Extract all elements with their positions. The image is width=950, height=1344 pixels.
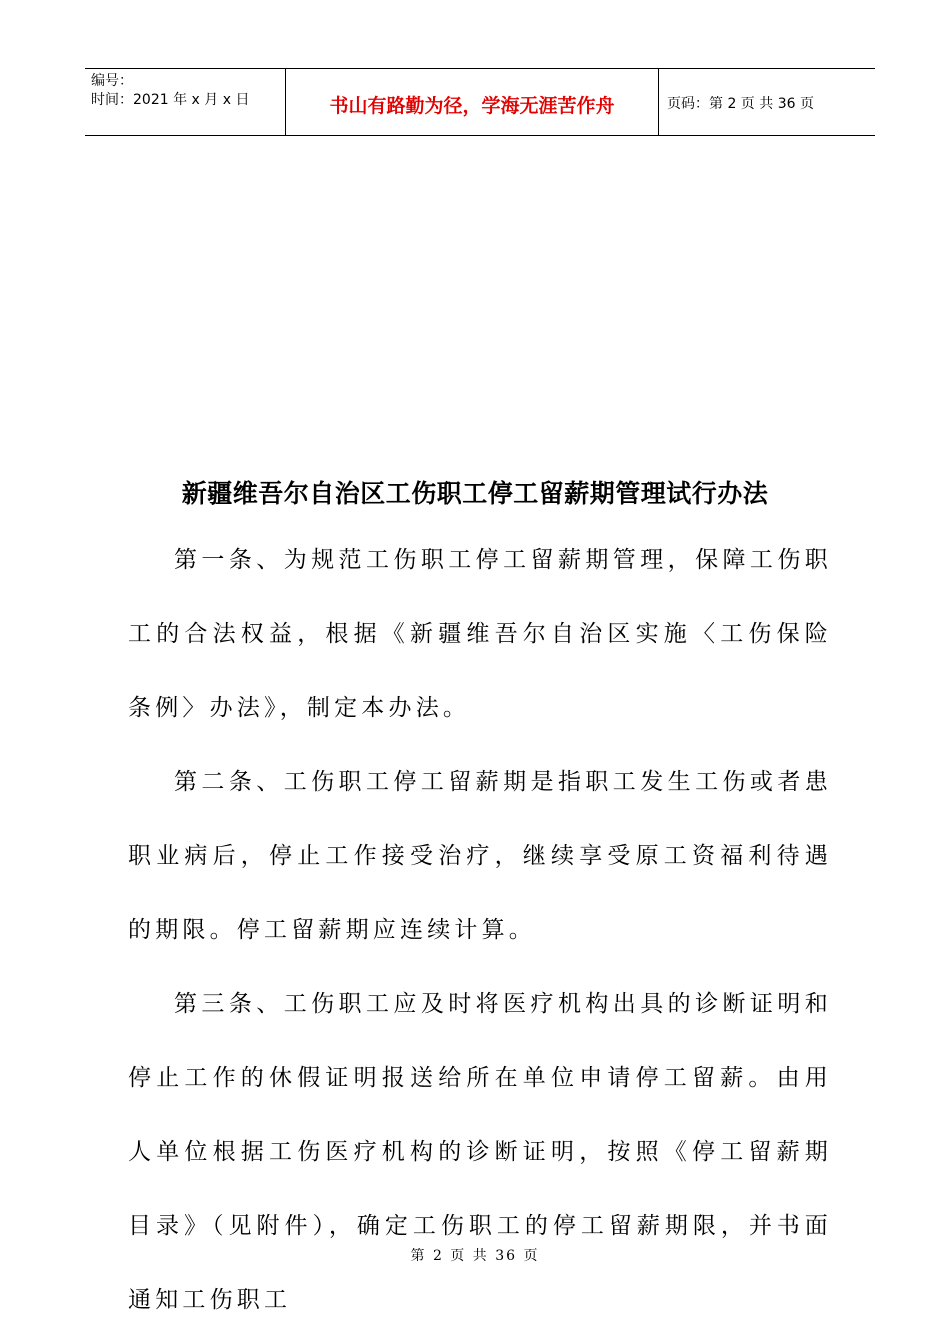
paragraph-article-2: 第二条、工伤职工停工留薪期是指职工发生工伤或者患职业病后，停止工作接受治疗，继续享受原工资福利待遇的期限。停工留薪期应连续计算。	[128, 769, 832, 943]
paragraph-article-1: 第一条、为规范工伤职工停工留薪期管理，保障工伤职工的合法权益，根据《新疆维吾尔自治区实施〈工伤保险条例〉办法》，制定本办法。	[128, 547, 832, 721]
document-title: 新疆维吾尔自治区工伤职工停工留薪期管理试行办法	[181, 479, 769, 508]
document-number-label: 编号：	[91, 73, 133, 89]
header-page-cell	[659, 69, 875, 135]
header-page-info: 页码：第 2 页 共 36 页	[667, 96, 814, 112]
header-motto: 书山有路勤为径，学海无涯苦作舟	[329, 94, 615, 117]
page-header	[85, 68, 875, 136]
header-meta-cell	[85, 69, 286, 135]
document-body	[128, 523, 832, 1337]
header-motto-cell	[286, 69, 659, 135]
paragraph-article-3: 第三条、工伤职工应及时将医疗机构出具的诊断证明和停止工作的休假证明报送给所在单位申请停工留薪。由用人单位根据工伤医疗机构的诊断证明，按照《停工留薪期目录》（见附件），确定工伤职工的停工留薪期限，并书面通知工伤职工	[128, 991, 832, 1313]
document-date-label: 时间：2021 年 x 月 x 日	[91, 92, 250, 108]
page-footer: 第 2 页 共 36 页	[410, 1248, 540, 1264]
